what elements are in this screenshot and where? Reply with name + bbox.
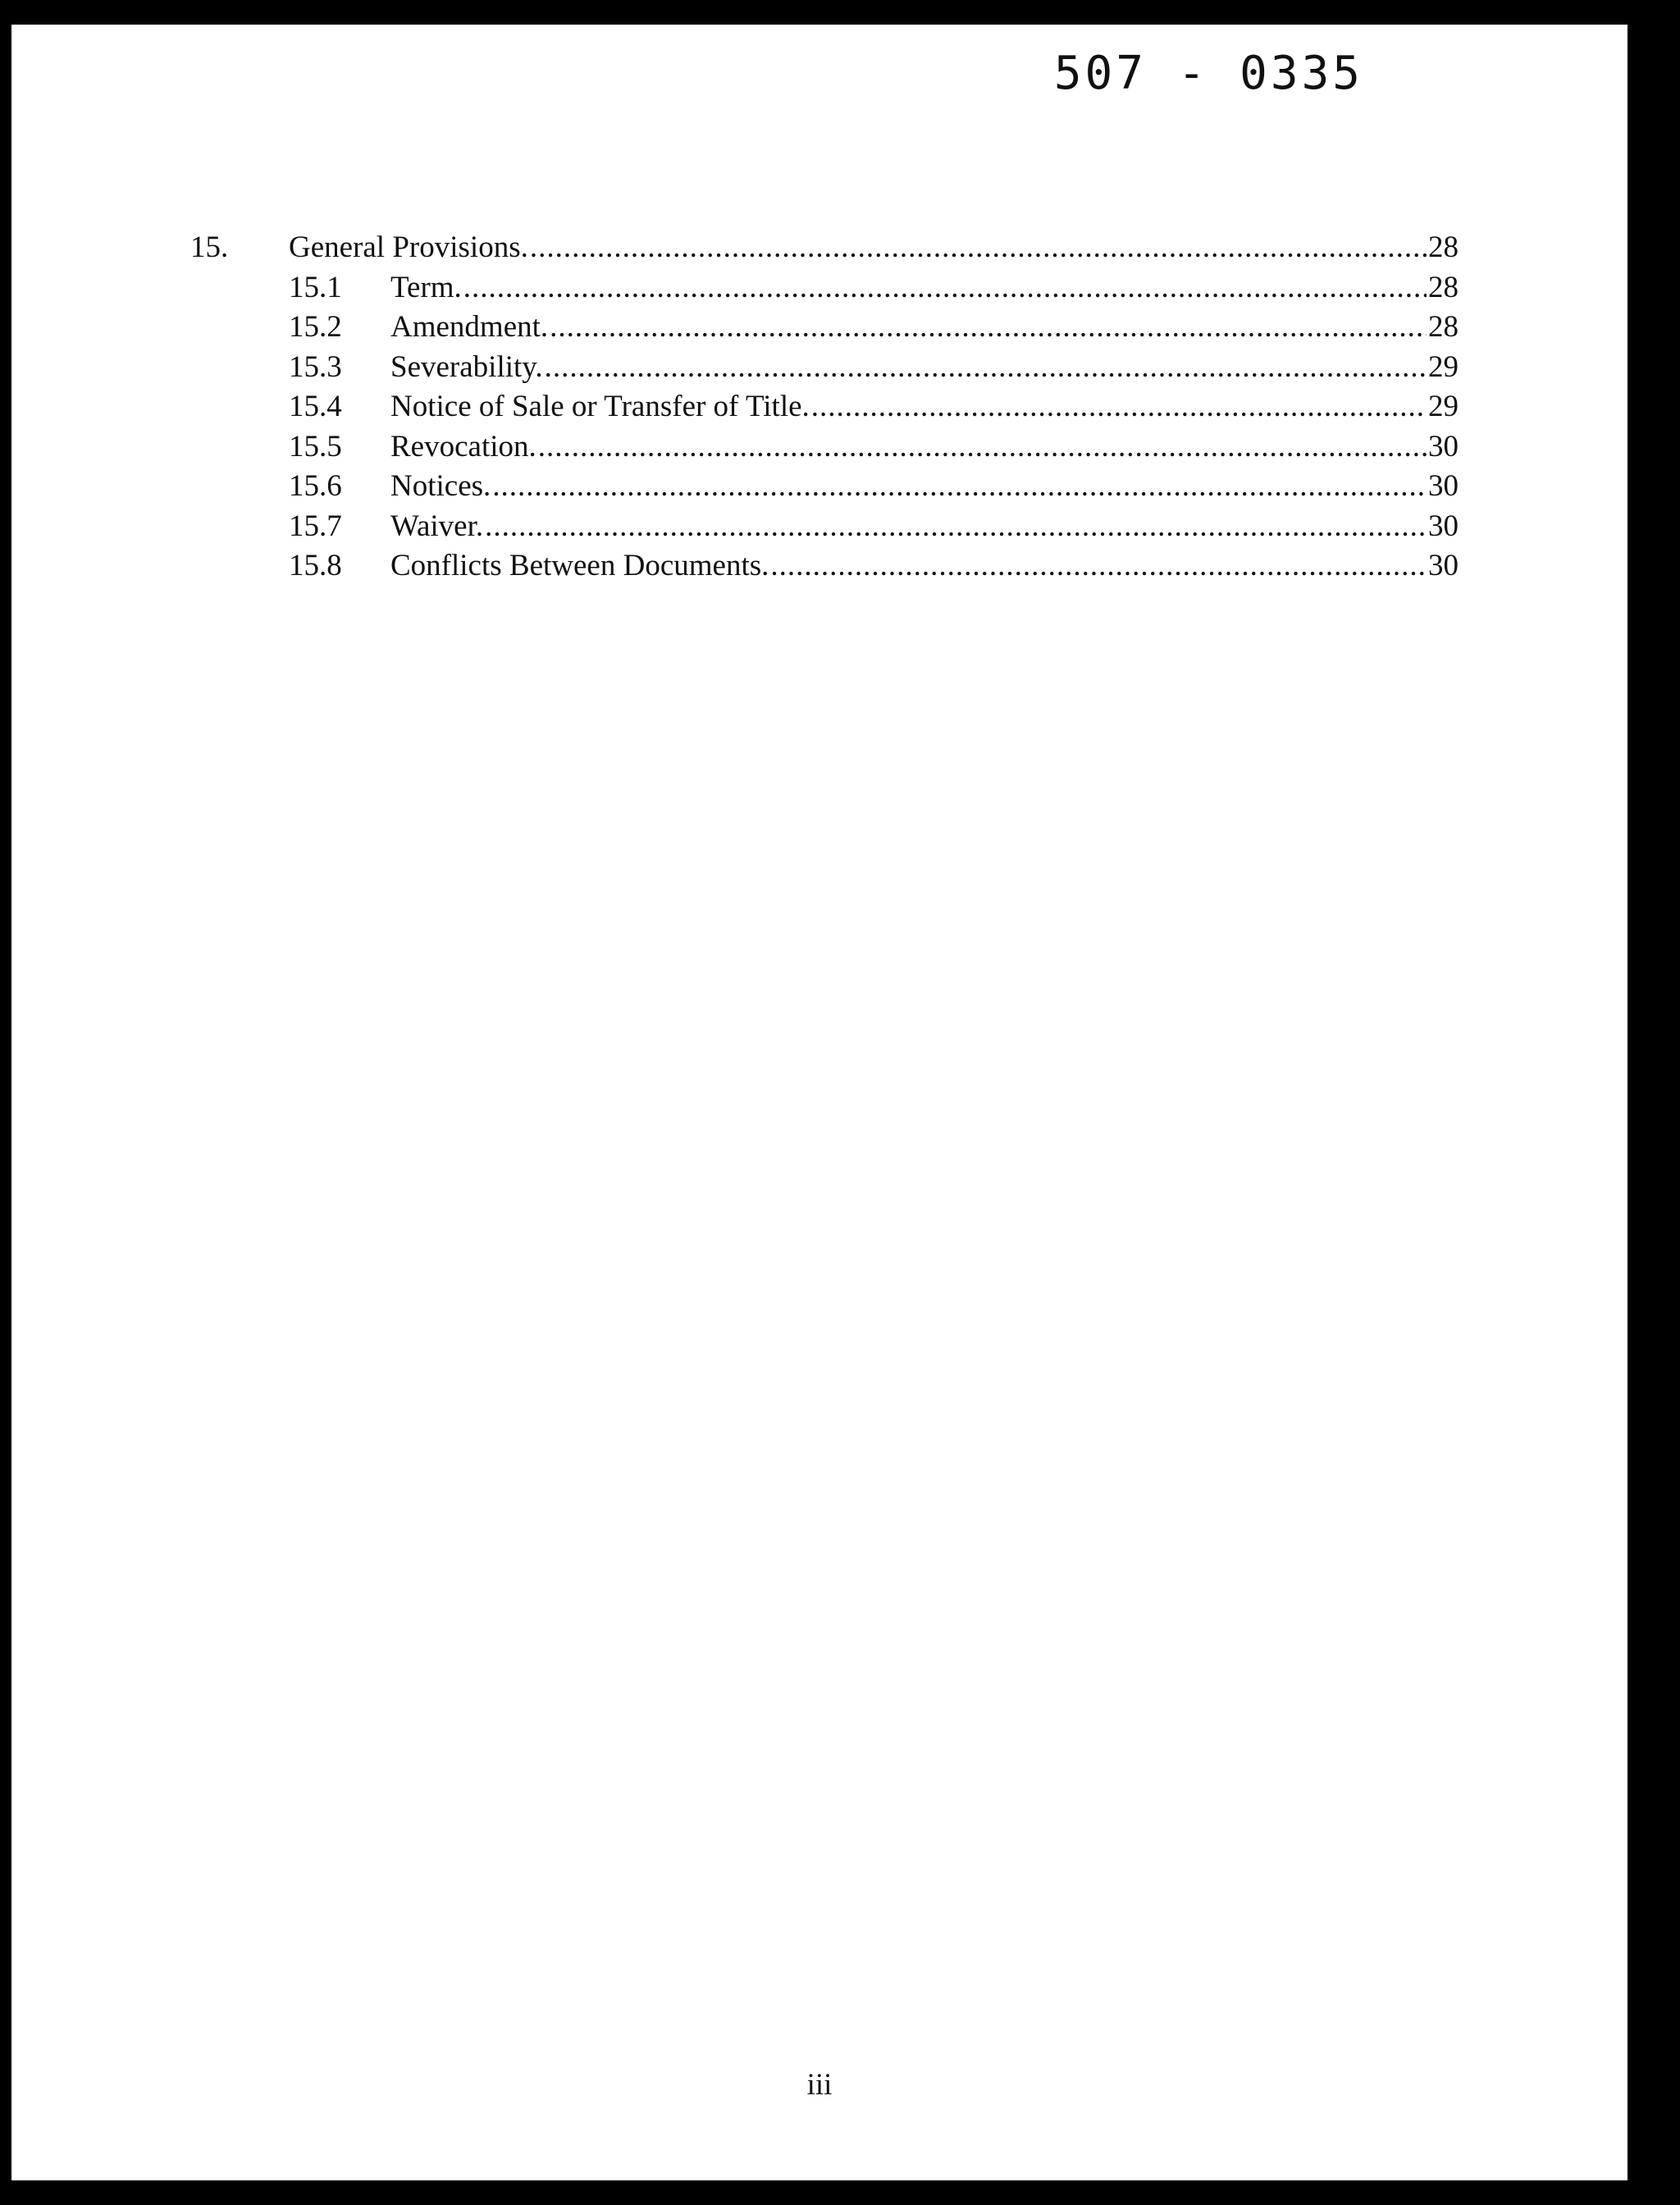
toc-item-number: 15.6 xyxy=(289,469,342,503)
toc-item-row[interactable] xyxy=(190,270,1459,310)
toc-item-page: 30 xyxy=(1428,429,1459,463)
toc-item-row[interactable] xyxy=(190,548,1459,588)
toc-item-page: 29 xyxy=(1428,349,1459,384)
toc-item-row[interactable] xyxy=(190,468,1459,509)
toc-item-page: 28 xyxy=(1428,270,1459,304)
toc-item-number: 15.5 xyxy=(289,429,342,463)
toc-section-title: General Provisions. xyxy=(289,231,528,264)
toc-item-page: 29 xyxy=(1428,390,1459,423)
toc-item-title: Term. xyxy=(390,270,462,304)
toc-item-page: 30 xyxy=(1428,469,1459,503)
document-page xyxy=(11,25,1628,2180)
toc-item-page: 28 xyxy=(1428,310,1459,344)
toc-item-page: 30 xyxy=(1428,549,1459,582)
toc-item-title: Conflicts Between Documents. xyxy=(390,549,769,582)
toc-section-number: 15. xyxy=(190,231,229,264)
toc-item-number: 15.3 xyxy=(289,349,342,384)
toc-section-row[interactable] xyxy=(190,230,1459,270)
dot-leader xyxy=(811,389,1427,424)
toc-item-number: 15.1 xyxy=(289,270,342,304)
toc-item-title: Revocation. xyxy=(390,429,536,463)
document-number: 507 - 0335 xyxy=(1053,47,1363,100)
toc-item-number: 15.2 xyxy=(289,310,342,344)
footer-page-number: iii xyxy=(806,2068,833,2102)
toc-item-page: 30 xyxy=(1428,509,1459,543)
table-of-contents xyxy=(190,230,1459,588)
toc-item-title: Amendment. xyxy=(390,310,549,344)
toc-item-row[interactable] xyxy=(190,429,1459,469)
dot-leader xyxy=(530,230,1427,265)
toc-item-number: 15.4 xyxy=(289,390,342,423)
toc-item-title: Notice of Sale or Transfer of Title. xyxy=(390,390,810,423)
dot-leader xyxy=(463,270,1427,305)
toc-item-title: Notices. xyxy=(390,469,491,503)
toc-section-page: 28 xyxy=(1428,231,1459,264)
toc-item-title: Waiver. xyxy=(390,509,484,543)
toc-item-row[interactable] xyxy=(190,309,1459,349)
toc-item-row[interactable] xyxy=(190,349,1459,390)
dot-leader xyxy=(538,429,1427,464)
toc-item-title: Severability. xyxy=(390,349,543,384)
dot-leader xyxy=(492,468,1427,504)
dot-leader xyxy=(485,509,1427,544)
toc-item-row[interactable] xyxy=(190,509,1459,549)
dot-leader xyxy=(545,349,1427,385)
dot-leader xyxy=(550,309,1427,345)
toc-item-row[interactable] xyxy=(190,389,1459,429)
toc-item-number: 15.8 xyxy=(289,549,342,582)
dot-leader xyxy=(770,548,1427,583)
toc-item-number: 15.7 xyxy=(289,509,342,543)
